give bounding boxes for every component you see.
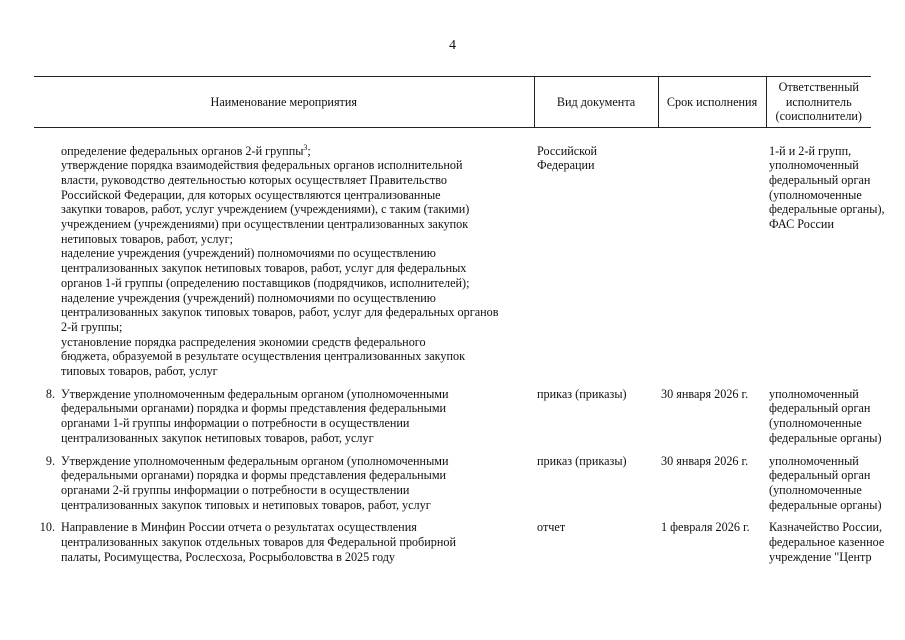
table-row [34, 512, 871, 564]
table-row [34, 379, 871, 446]
row-due: 1 февраля 2026 г. [661, 520, 750, 535]
row-name: Утверждение уполномоченным федеральным органом (уполномоченными федеральными органами) порядка и формы представления федеральными органами 1-й группы информации о потребности в осуществлении централизованных закупок нетиповых товаров, работ, услуг [61, 386, 449, 445]
row-responsible: уполномоченный федеральный орган (уполномоченные федеральные органы) [769, 386, 882, 445]
row-number: 8. [45, 386, 55, 401]
row-number [34, 127, 61, 379]
row-due [658, 127, 766, 379]
row-responsible: Казначейство России, федеральное казенное учреждение "Центр [769, 520, 885, 564]
row-doc-type: приказ (приказы) [537, 386, 627, 401]
header-doc-type: Вид документа [534, 77, 658, 128]
header-name: Наименование мероприятия [34, 77, 534, 128]
row-name: определение федеральных органов 2-й группы$^3$; утверждение порядка взаимодействия федеральных органов исполнительной власти, руководство деятельностью которых осуществляет Правительство Российской Федерации, для которых осуществляются централизованные закупки товаров, работ, услуг учреждением (учреждениями), с таким (такими) учреждением (учреждениями) при осуществлении централизованных закупок нетиповых товаров, работ, услуг; наделение учреждения (учреждений) полномочиями по осуществлению централизованных закупок нетиповых товаров, работ, услуг для федеральных органов 1-й группы (определению поставщиков (подрядчиков, исполнителей); наделение учреждения (учреждений) полномочиями по осуществлению централизованных закупок типовых товаров, работ, услуг для федеральных органов 2-й группы; установление порядка распределения экономии средств федерального бюджета, образуемой в результате осуществления централизованных закупок типовых товаров, работ, услуг [61, 142, 499, 379]
row-responsible: уполномоченный федеральный орган (уполномоченные федеральные органы) [769, 453, 882, 512]
row-doc-type: приказ (приказы) [537, 453, 627, 468]
row-doc-type: отчет [537, 520, 566, 535]
page-number: 4 [449, 38, 456, 53]
row-number: 10. [39, 520, 55, 535]
row-due: 30 января 2026 г. [661, 386, 749, 401]
row-number: 9. [45, 453, 55, 468]
row-doc-type: Российской Федерации [537, 143, 598, 173]
row-name: Утверждение уполномоченным федеральным органом (уполномоченными федеральными органами) порядка и формы представления федеральными органами 2-й группы информации о потребности в осуществлении централизованных закупок типовых и нетиповых товаров, работ, услуг [61, 453, 449, 512]
footnote-mark: 3 [303, 142, 308, 152]
table-row-continuation [34, 127, 871, 379]
row-name: Направление в Минфин России отчета о результатах осуществления централизованных закупок отдельных товаров для Федеральной пробирной палаты, Росимущества, Рослесхоза, Росрыболовства в 2025 году [61, 520, 456, 564]
header-due: Срок исполнения [658, 77, 766, 128]
table-header-row [34, 77, 871, 128]
plan-table [34, 76, 885, 564]
table-row [34, 446, 871, 513]
row-due: 30 января 2026 г. [661, 453, 749, 468]
row-responsible: 1-й и 2-й групп, уполномоченный федеральный орган (уполномоченные федеральные органы), ФАС России [769, 143, 885, 232]
header-responsible: Ответственный исполнитель (соисполнители) [766, 77, 871, 128]
